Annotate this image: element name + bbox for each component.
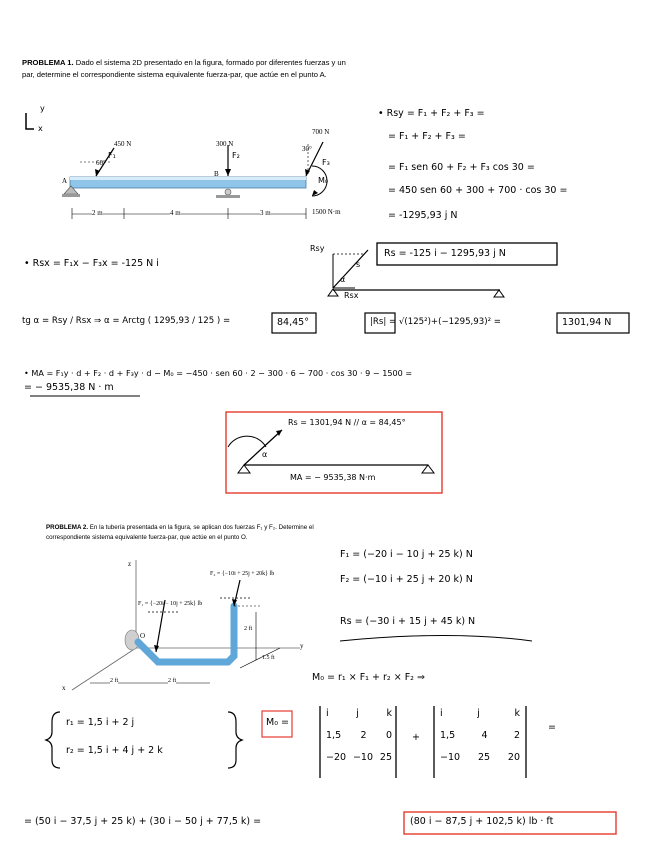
det1-cell: −20 — [326, 752, 347, 763]
det1-cell: 0 — [385, 730, 392, 741]
ma-result: = − 9535,38 N · m — [24, 382, 114, 393]
det2-cell: 4 — [481, 730, 488, 741]
det1-cell: j — [356, 708, 359, 719]
angle1-label: 60° — [96, 159, 106, 167]
final-lhs: = (50 i − 37,5 j + 25 k) + (30 i − 50 j + 77,5 k) = — [24, 816, 262, 827]
dim-2ft-b: 2 ft — [168, 678, 177, 684]
force2-value: 300 N — [216, 140, 234, 148]
det2-cell: 20 — [507, 752, 520, 763]
rs-vector: Rs = (−30 i + 15 j + 45 k) N — [340, 616, 476, 627]
f1-figure-label: F₁ = {−20i − 10j + 25k} lb — [138, 601, 203, 607]
det1-cell: 25 — [379, 752, 392, 763]
rsy-line5: = -1295,93 j N — [388, 210, 458, 221]
problem1-text-line2: par, determine el correspondiente sistema equivalente fuerza-par, que actúe en el punto A. — [22, 70, 327, 79]
det2-cell: 1,5 — [440, 730, 456, 741]
dim-2ft-a: 2 ft — [110, 678, 119, 684]
alpha-boxed-result: 84,45° — [277, 317, 309, 328]
det2-cell: k — [514, 708, 520, 719]
dim-3m: 3 m — [260, 209, 271, 217]
f2-figure-label: F₂ = {−10i + 25j + 20k} lb — [210, 571, 275, 577]
det2-cell: j — [477, 708, 480, 719]
mo-label: M₀ = — [266, 717, 289, 728]
point-a-label: A — [62, 177, 68, 185]
summary-rs: Rs = 1301,94 N // α = 84,45° — [288, 418, 406, 427]
problem2-text-line1: En la tubería presentada en la figura, se aplican dos fuerzas F₁ y F₂. Determine el — [88, 524, 314, 531]
axis-z-label: z — [128, 560, 132, 568]
problem1-heading: PROBLEMA 1. — [22, 58, 74, 67]
force3-tag: F₃ — [322, 158, 330, 167]
determinant-1 — [326, 708, 392, 774]
det1-cell: 1,5 — [326, 730, 342, 741]
triangle-alpha: α — [340, 275, 346, 284]
moment-tag: M₀ — [318, 176, 329, 185]
mo-definition: M₀ = r₁ × F₁ + r₂ × F₂ ⇒ — [312, 672, 425, 683]
force2-tag: F₂ — [232, 151, 240, 160]
r2-vector: r₂ = 1,5 i + 4 j + 2 k — [66, 745, 163, 756]
final-result-boxed: (80 i − 87,5 j + 102,5 k) lb · ft — [410, 816, 554, 827]
force1-value: 450 N — [114, 140, 132, 148]
f1-vector: F₁ = (−20 i − 10 j + 25 k) N — [340, 549, 473, 560]
force3-value: 700 N — [312, 128, 330, 136]
axis-x-label-3d: x — [62, 684, 66, 692]
dim-4m: 4 m — [170, 209, 181, 217]
dim-2ft-vertical: 2 ft — [244, 626, 253, 632]
det1-cell: k — [386, 708, 392, 719]
axis-y-label: y — [40, 104, 45, 113]
ma-line: • MA = F₁y · d + F₂ · d + F₃y · d − M₀ = −450 · sen 60 · 2 − 300 · 6 − 700 · cos 30 · 9 − 1500 = — [24, 368, 413, 378]
axis-x-label: x — [38, 124, 43, 133]
problem2-heading: PROBLEMA 2. — [46, 524, 89, 531]
dim-1-5ft: 1.5 ft — [262, 655, 275, 661]
det1-cell: −10 — [352, 752, 374, 763]
det2-cell: −10 — [440, 752, 461, 763]
det2-cell: i — [440, 708, 443, 719]
r1-vector: r₁ = 1,5 i + 2 j — [66, 717, 135, 728]
det1-cell: 2 — [360, 730, 367, 741]
det2-cell: 2 — [513, 730, 520, 741]
dim-2m: 2 m — [92, 209, 103, 217]
summary-ma: MA = − 9535,38 N·m — [290, 473, 376, 482]
rs-modulus-line: |Rs| = √(125²)+(−1295,93)² = — [370, 317, 501, 327]
angle3-label: 30° — [302, 145, 312, 153]
triangle-s: s — [356, 260, 361, 269]
det1-cell: i — [326, 708, 329, 719]
rs-boxed-result: Rs = -125 i − 1295,93 j N — [384, 248, 506, 259]
plus-sign: + — [412, 732, 420, 743]
equals-sign: = — [548, 722, 556, 733]
det2-cell: 25 — [477, 752, 491, 763]
rsx-line: • Rsx = F₁x − F₃x = -125 N i — [24, 258, 159, 269]
rsy-line1: • Rsy = F₁ + F₂ + F₃ = — [378, 108, 485, 119]
rsy-line4: = 450 sen 60 + 300 + 700 · cos 30 = — [388, 185, 568, 196]
point-b-label: B — [214, 170, 219, 178]
tan-alpha-line: tg α = Rsy / Rsx ⇒ α = Arctg ( 1295,93 / 125 ) = — [22, 316, 231, 326]
force1-tag: F₁ — [108, 151, 116, 160]
rs-modulus-boxed: 1301,94 N — [562, 317, 612, 328]
axis-y-label-3d: y — [300, 642, 304, 650]
rsy-line3: = F₁ sen 60 + F₂ + F₃ cos 30 = — [388, 162, 535, 173]
summary-alpha: α — [262, 450, 268, 459]
rsy-line2: = F₁ + F₂ + F₃ = — [388, 131, 466, 142]
f2-vector: F₂ = (−10 i + 25 j + 20 k) N — [340, 574, 473, 585]
problem2-text-line2: correspondiente sistema equivalente fuerza-par, que actúe en el punto O. — [46, 534, 248, 541]
determinant-2 — [440, 708, 520, 774]
triangle-rsx-label: Rsx — [344, 291, 359, 300]
origin-o-label: O — [140, 632, 146, 640]
triangle-rsy-label: Rsy — [310, 244, 325, 253]
problem1-text-line1: Dado el sistema 2D presentado en la figura, formado por diferentes fuerzas y un — [73, 58, 346, 67]
moment-value: 1500 N·m — [312, 208, 341, 216]
